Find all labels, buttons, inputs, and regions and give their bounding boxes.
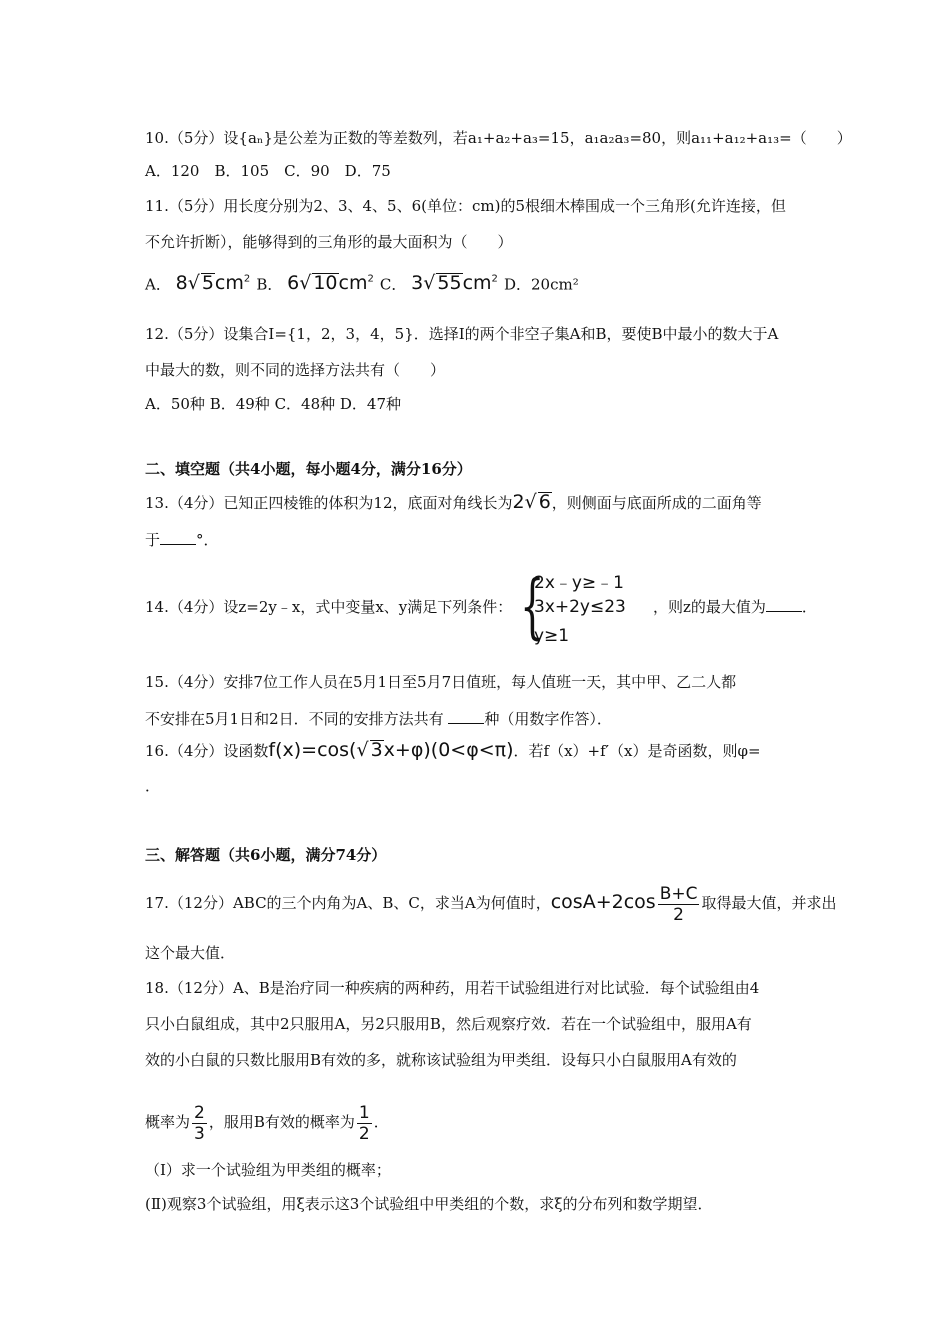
q18-text-a: 概率为 <box>145 1113 191 1131</box>
q18-line1: 18.（12分）A、B是治疗同一种疾病的两种药，用若干试验组进行对比试验．每个试验组由4 <box>145 979 760 997</box>
q11-unit-a: cm <box>214 272 244 295</box>
q15-text-a: 不安排在5月1日和2日．不同的安排方法共有 <box>145 710 449 728</box>
q13-line2 <box>145 530 219 550</box>
q11-sq-c: 2 <box>491 274 498 285</box>
section-answer-title: 三、解答题（共6小题，满分74分） <box>145 846 387 864</box>
q11-line2: 不允许折断），能够得到的三角形的最大面积为（ ） <box>145 233 513 251</box>
q16-func-b: x+φ)(0<φ<π) <box>383 739 514 761</box>
q17-tail: 取得最大值，并求出 <box>701 894 837 912</box>
q18-line3: 效的小白鼠的只数比服用B有效的多，就称该试验组为甲类组．设每只小白鼠服用A有效的 <box>145 1051 737 1069</box>
q17-fraction <box>658 884 700 925</box>
q16-func-radicand: 3 <box>370 739 383 761</box>
q11-opt-a-label: A． <box>145 275 171 294</box>
q16-function: f(x)=cos(√ 3x+φ)(0<φ<π) <box>268 739 514 761</box>
q11-line1: 11.（5分）用长度分别为2、3、4、5、6(单位：cm)的5根细木棒围成一个三角形(允许连接，但 <box>145 197 786 215</box>
q17-denominator: 2 <box>673 904 684 925</box>
q18-line2: 只小白鼠组成，其中2只服用A，另2只服用B，然后观察疗效．若在一个试验组中，服用A有 <box>145 1015 752 1033</box>
q11-opt-a-coef: 8 <box>175 272 188 295</box>
q14-constraint-2: 3x+2y≤23 <box>534 597 626 617</box>
q17-stem: 17.（12分）ABC的三个内角为A、B、C，求当A为何值时， <box>145 894 551 912</box>
q12-line2: 中最大的数，则不同的选择方法共有（ ） <box>145 361 446 379</box>
q18-prob-b-num: 1 <box>358 1102 370 1123</box>
q16-line2: ． <box>145 777 161 795</box>
q14-end: ． <box>801 598 817 616</box>
q18-part2: (Ⅱ)观察3个试验组，用ξ表示这3个试验组中甲类组的个数，求ξ的分布列和数学期望． <box>145 1195 713 1213</box>
q16-line1 <box>145 740 761 761</box>
q16-func-a: f(x)=cos( <box>268 739 357 761</box>
q11-opt-b-value: 6√ $10cm^2$ <box>287 272 374 295</box>
q18-prob-a-num: 2 <box>194 1102 205 1123</box>
q11-unit-b: cm <box>338 272 368 295</box>
q11-options <box>145 270 579 294</box>
q13-line1 <box>145 492 762 513</box>
q18-prob-a <box>192 1103 207 1144</box>
q10-stem: 10.（5分）设{aₙ}是公差为正数的等差数列，若a₁+a₂+a₃=15，a₁a₂a₃=80，则a₁₁+a₁₂+a₁₃=（ ） <box>145 129 852 147</box>
q11-opt-c-coef: 3 <box>411 272 424 295</box>
q14-tail <box>653 597 817 617</box>
q14-constraint-3: y≥1 <box>534 626 570 646</box>
q18-prob-a-den: 3 <box>194 1123 205 1144</box>
q11-opt-a-value: 8√ $5cm^2$ <box>175 272 251 295</box>
q12-options: A．50种 B．49种 C．48种 D．47种 <box>145 395 402 413</box>
q14-constraint-system <box>520 566 650 652</box>
q11-opt-b-label: B． <box>256 275 283 294</box>
q18-prob-b-den: 2 <box>358 1123 370 1144</box>
q11-opt-b-coef: 6 <box>287 272 300 295</box>
q15-answer-blank[interactable] <box>448 709 484 724</box>
q18-part1: （Ⅰ）求一个试验组为甲类组的概率； <box>145 1161 391 1179</box>
q15-line1: 15.（4分）安排7位工作人员在5月1日至5月7日值班，每人值班一天，其中甲、乙二人都 <box>145 673 737 691</box>
q13-text-c: 于 <box>145 531 161 549</box>
q14-answer-blank[interactable] <box>766 597 802 612</box>
q11-opt-c-value: 3√ $55cm^2$ <box>411 272 498 295</box>
q11-sq-a: 2 <box>243 274 251 285</box>
q13-text-b: ，则侧面与底面所成的二面角等 <box>551 494 762 512</box>
q14-stem: 14.（4分）设z=2y﹣x，式中变量x、y满足下列条件： <box>145 598 513 616</box>
q13-radicand: 6 <box>538 491 551 513</box>
section-fill-in-title: 二、填空题（共4小题，每小题4分，满分16分） <box>145 460 472 478</box>
q15-line2 <box>145 709 612 729</box>
q13-coef: 2 <box>512 491 525 513</box>
q18-prob-b <box>357 1103 372 1144</box>
q11-opt-c-label: C． <box>379 275 407 294</box>
q18-line4 <box>145 1100 389 1144</box>
q13-text-d: °． <box>196 531 219 549</box>
q16-stem: 16.（4分）设函数 <box>145 742 269 760</box>
q14-tail-text: ，则z的最大值为 <box>653 598 766 616</box>
q11-opt-c-radicand: 55 <box>437 272 462 295</box>
q12-line1: 12.（5分）设集合I={1，2，3，4，5}．选择I的两个非空子集A和B，要使B中最小的数大于A <box>145 325 779 343</box>
q11-opt-a-radicand: 5 <box>201 272 214 295</box>
q14-constraint-1: 2x﹣y≥﹣1 <box>534 573 624 593</box>
q18-text-c: ． <box>373 1113 389 1131</box>
q17-line2: 这个最大值． <box>145 944 236 962</box>
q17-numerator: B+C <box>659 883 698 904</box>
q18-text-b: ，服用B有效的概率为 <box>208 1113 355 1131</box>
q17-line1 <box>145 880 836 924</box>
q16-tail: ．若f（x）+f′（x）是奇函数，则φ= <box>513 742 761 760</box>
q11-sq-b: 2 <box>367 274 374 285</box>
q13-radical: 2√ 6 <box>512 491 551 513</box>
q17-expr: cosA+2cos <box>550 891 656 913</box>
q13-answer-blank[interactable] <box>160 530 196 545</box>
q13-text-a: 13.（4分）已知正四棱锥的体积为12，底面对角线长为 <box>145 494 513 512</box>
q11-unit-c: cm <box>462 272 492 295</box>
q11-opt-d: D．20cm² <box>503 275 579 294</box>
q10-options: A．120 B．105 C．90 D．75 <box>145 162 391 180</box>
q14-brace: { <box>520 565 545 647</box>
q11-opt-b-radicand: 10 <box>313 272 338 295</box>
q15-text-b: 种（用数字作答）． <box>484 710 612 728</box>
